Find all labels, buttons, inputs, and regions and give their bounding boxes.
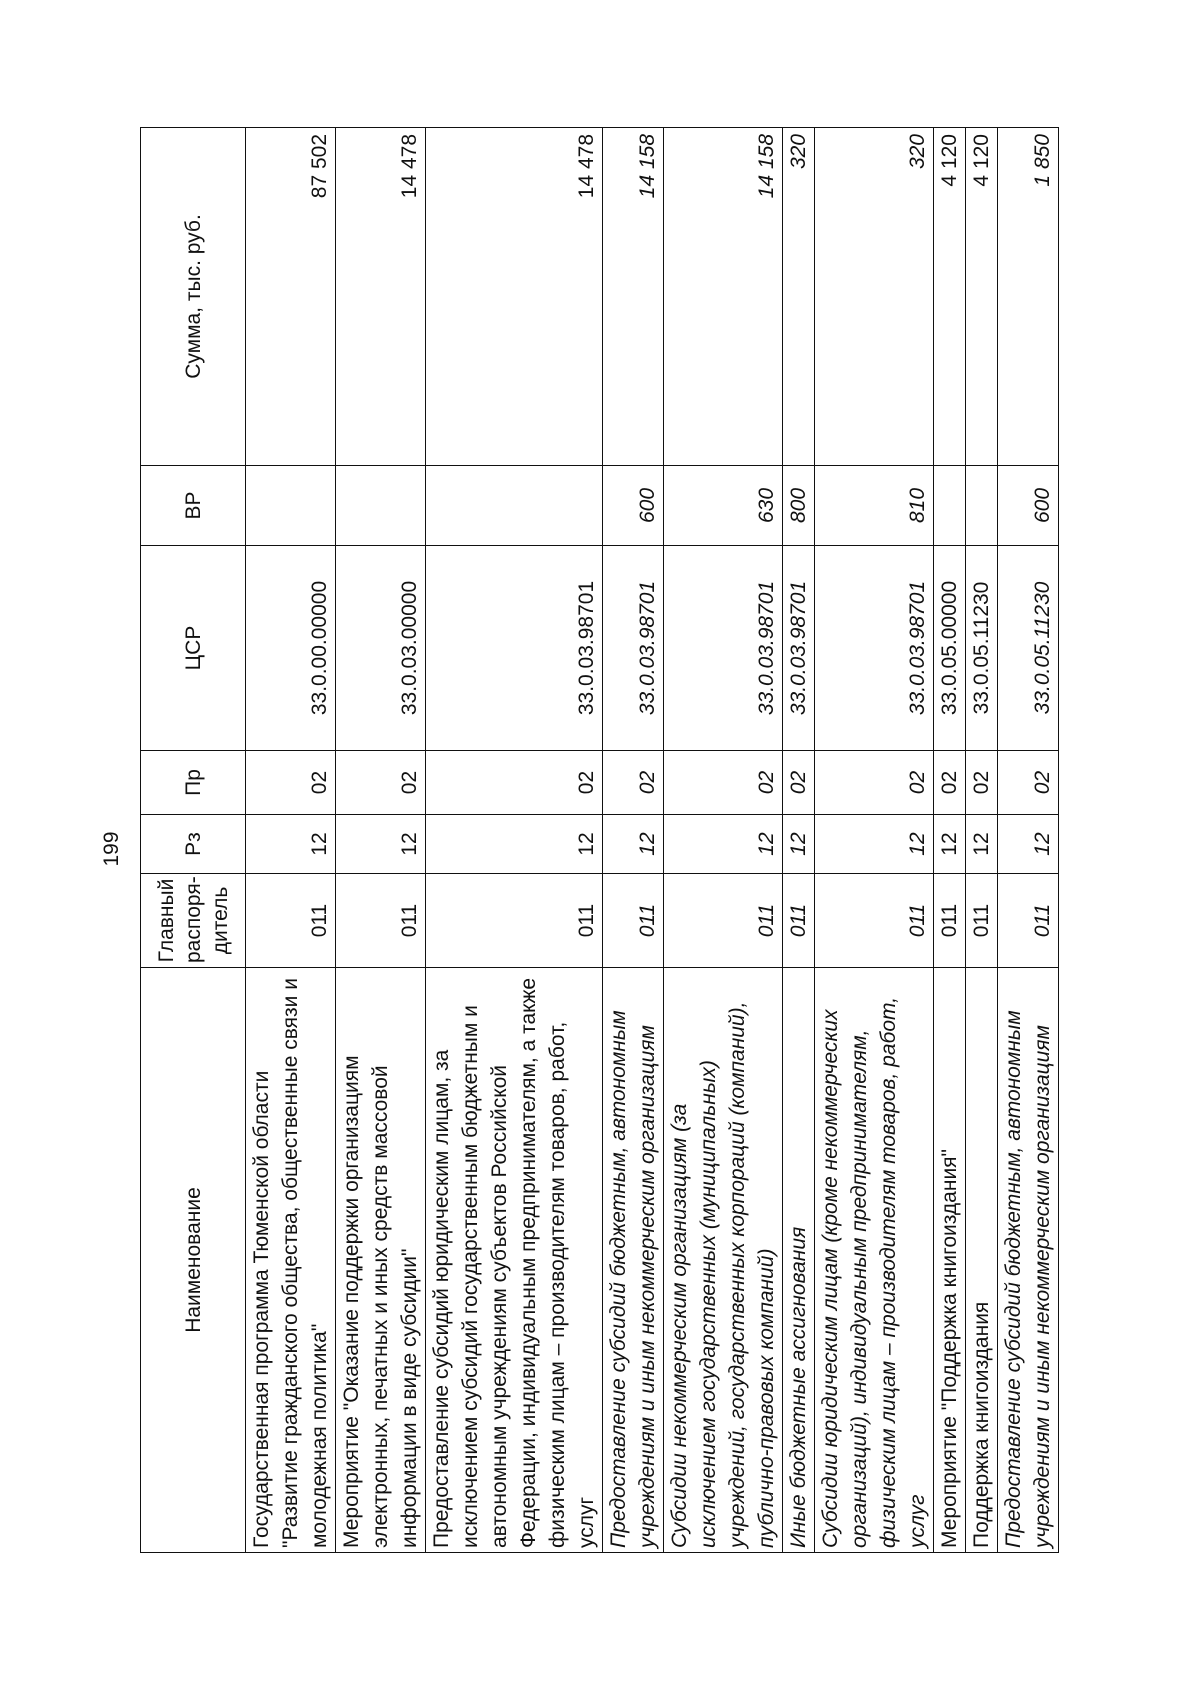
cell-chief-manager: 011	[998, 874, 1059, 968]
cell-target-item: 33.0.00.00000	[246, 546, 336, 751]
cell-chief-manager: 011	[336, 874, 426, 968]
header-subsection: Пр	[141, 751, 246, 815]
cell-subsection: 02	[426, 751, 603, 815]
cell-name: Мероприятие "Поддержка книгоиздания"	[934, 968, 966, 1553]
cell-target-item: 33.0.03.00000	[336, 546, 426, 751]
cell-expense-type: 810	[815, 466, 934, 546]
cell-target-item: 33.0.03.98701	[603, 546, 664, 751]
cell-expense-type: 630	[664, 466, 783, 546]
cell-section: 12	[246, 815, 336, 874]
header-name: Наименование	[141, 968, 246, 1553]
cell-subsection: 02	[783, 751, 815, 815]
cell-name: Предоставление субсидий бюджетным, автономным учреждениям и иным некоммерческим организациям	[603, 968, 664, 1553]
cell-chief-manager: 011	[426, 874, 603, 968]
table-row	[426, 128, 603, 1553]
cell-expense-type	[426, 466, 603, 546]
rotated-table-container	[140, 128, 1054, 1553]
table-row	[966, 128, 998, 1553]
cell-target-item: 33.0.03.98701	[783, 546, 815, 751]
cell-section: 12	[603, 815, 664, 874]
cell-section: 12	[783, 815, 815, 874]
cell-name: Иные бюджетные ассигнования	[783, 968, 815, 1553]
cell-section: 12	[426, 815, 603, 874]
table-row	[246, 128, 336, 1553]
header-section: Рз	[141, 815, 246, 874]
table-row	[336, 128, 426, 1553]
cell-target-item: 33.0.05.00000	[934, 546, 966, 751]
cell-chief-manager: 011	[966, 874, 998, 968]
cell-subsection: 02	[966, 751, 998, 815]
table-row	[998, 128, 1059, 1553]
cell-amount: 4 120	[966, 128, 998, 466]
cell-expense-type	[934, 466, 966, 546]
cell-amount: 320	[815, 128, 934, 466]
cell-section: 12	[664, 815, 783, 874]
cell-amount: 14 158	[603, 128, 664, 466]
cell-amount: 14 478	[426, 128, 603, 466]
cell-chief-manager: 011	[934, 874, 966, 968]
cell-name: Поддержка книгоиздания	[966, 968, 998, 1553]
header-row	[141, 128, 246, 1553]
cell-chief-manager: 011	[815, 874, 934, 968]
cell-amount: 14 478	[336, 128, 426, 466]
table-row	[664, 128, 783, 1553]
cell-section: 12	[934, 815, 966, 874]
cell-target-item: 33.0.03.98701	[815, 546, 934, 751]
cell-expense-type	[336, 466, 426, 546]
cell-expense-type	[246, 466, 336, 546]
table-body	[246, 128, 1059, 1553]
cell-expense-type: 800	[783, 466, 815, 546]
cell-target-item: 33.0.03.98701	[664, 546, 783, 751]
cell-chief-manager: 011	[603, 874, 664, 968]
cell-subsection: 02	[664, 751, 783, 815]
table-row	[934, 128, 966, 1553]
cell-subsection: 02	[815, 751, 934, 815]
page-number: 199	[100, 831, 123, 867]
cell-amount: 1 850	[998, 128, 1059, 466]
header-chief-manager: Главный распоря-дитель	[141, 874, 246, 968]
cell-amount: 4 120	[934, 128, 966, 466]
cell-subsection: 02	[998, 751, 1059, 815]
cell-amount: 320	[783, 128, 815, 466]
cell-subsection: 02	[246, 751, 336, 815]
cell-expense-type: 600	[998, 466, 1059, 546]
cell-name: Мероприятие "Оказание поддержки организациям электронных, печатных и иных средств массовой информации в виде субсидии"	[336, 968, 426, 1553]
cell-subsection: 02	[603, 751, 664, 815]
cell-section: 12	[815, 815, 934, 874]
cell-chief-manager: 011	[664, 874, 783, 968]
header-expense-type: ВР	[141, 466, 246, 546]
cell-name: Предоставление субсидий бюджетным, автономным учреждениям и иным некоммерческим организациям	[998, 968, 1059, 1553]
cell-chief-manager: 011	[246, 874, 336, 968]
cell-name: Субсидии юридическим лицам (кроме некоммерческих организаций), индивидуальным предпринимателям, физическим лицам – производителям товаров, работ, услуг	[815, 968, 934, 1553]
table-row	[603, 128, 664, 1553]
cell-name: Субсидии некоммерческим организациям (за исключением государственных (муниципальных) учреждений, государственных корпораций (компаний), публично-правовых компаний)	[664, 968, 783, 1553]
cell-amount: 14 158	[664, 128, 783, 466]
cell-amount: 87 502	[246, 128, 336, 466]
header-target-item: ЦСР	[141, 546, 246, 751]
cell-name: Предоставление субсидий юридическим лицам, за исключением субсидий государственным бюджетным и автономным учреждениям субъектов Российской Федерации, индивидуальным предпринимателям, а также физическим лицам – производителям товаров, работ, услуг	[426, 968, 603, 1553]
cell-target-item: 33.0.05.11230	[998, 546, 1059, 751]
budget-table	[140, 127, 1059, 1553]
table-row	[783, 128, 815, 1553]
cell-section: 12	[998, 815, 1059, 874]
header-amount: Сумма, тыс. руб.	[141, 128, 246, 466]
cell-section: 12	[336, 815, 426, 874]
cell-expense-type: 600	[603, 466, 664, 546]
cell-subsection: 02	[934, 751, 966, 815]
cell-section: 12	[966, 815, 998, 874]
table-row	[815, 128, 934, 1553]
cell-target-item: 33.0.05.11230	[966, 546, 998, 751]
cell-target-item: 33.0.03.98701	[426, 546, 603, 751]
cell-subsection: 02	[336, 751, 426, 815]
cell-name: Государственная программа Тюменской области "Развитие гражданского общества, общественные связи и молодежная политика"	[246, 968, 336, 1553]
cell-chief-manager: 011	[783, 874, 815, 968]
cell-expense-type	[966, 466, 998, 546]
